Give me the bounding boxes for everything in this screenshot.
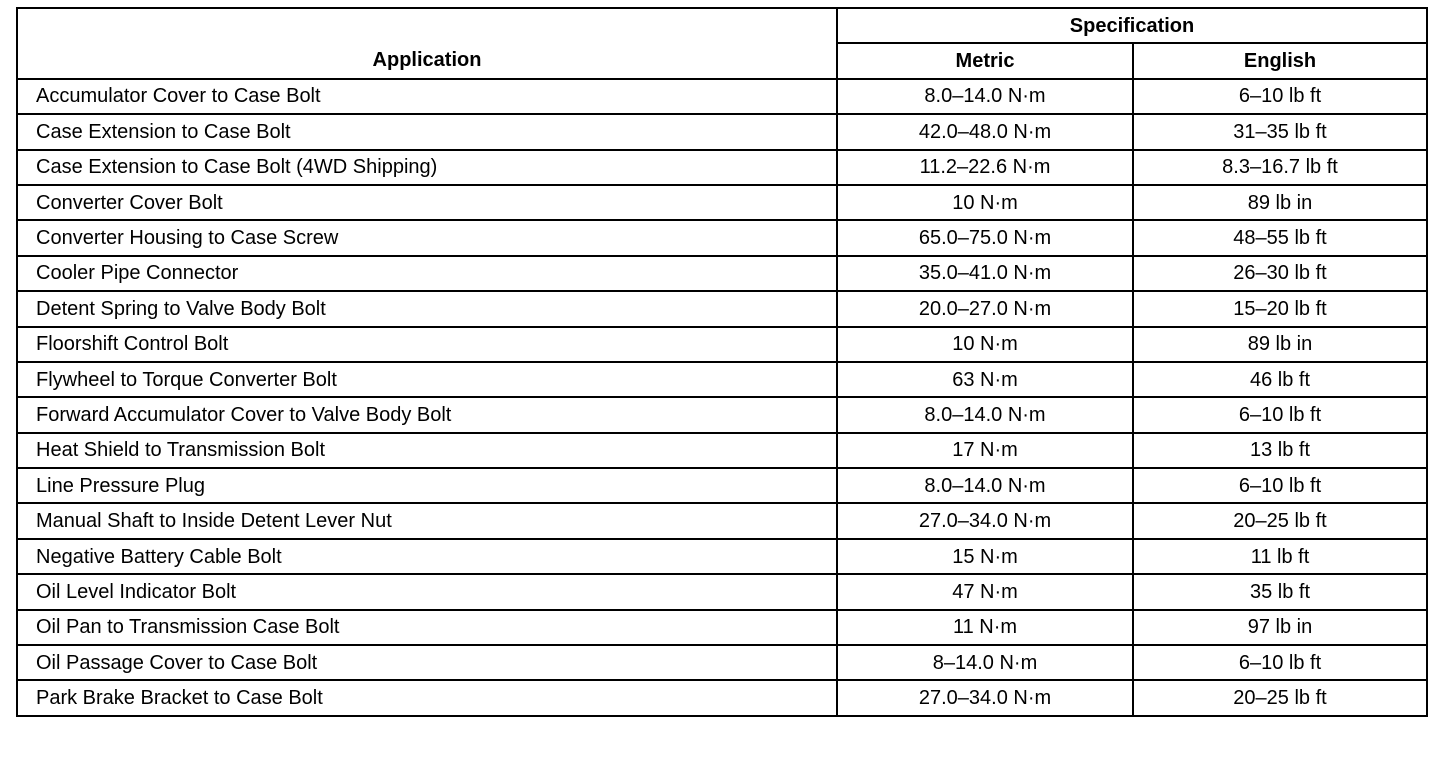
table-row [17,503,1427,538]
metric-cell: 65.0–75.0 N·m [837,220,1133,255]
table-row [17,362,1427,397]
application-column-header: Application [17,8,837,79]
metric-cell: 63 N·m [837,362,1133,397]
application-cell: Line Pressure Plug [17,468,837,503]
metric-cell: 10 N·m [837,185,1133,220]
header-row-top [17,8,1427,43]
metric-cell: 11 N·m [837,610,1133,645]
table-body [17,79,1427,716]
table-header [17,8,1427,79]
torque-spec-table [16,7,1428,717]
metric-cell: 10 N·m [837,327,1133,362]
english-cell: 20–25 lb ft [1133,680,1427,715]
metric-cell: 42.0–48.0 N·m [837,114,1133,149]
table-row [17,220,1427,255]
application-cell: Oil Pan to Transmission Case Bolt [17,610,837,645]
table-row [17,114,1427,149]
english-cell: 31–35 lb ft [1133,114,1427,149]
application-cell: Oil Passage Cover to Case Bolt [17,645,837,680]
application-cell: Heat Shield to Transmission Bolt [17,433,837,468]
metric-cell: 35.0–41.0 N·m [837,256,1133,291]
table-row [17,610,1427,645]
application-cell: Accumulator Cover to Case Bolt [17,79,837,114]
table-row [17,645,1427,680]
table-row [17,185,1427,220]
english-cell: 6–10 lb ft [1133,397,1427,432]
table-row [17,327,1427,362]
metric-column-header: Metric [837,43,1133,78]
table-row [17,256,1427,291]
application-cell: Case Extension to Case Bolt (4WD Shipping) [17,150,837,185]
english-cell: 15–20 lb ft [1133,291,1427,326]
application-cell: Floorshift Control Bolt [17,327,837,362]
specification-column-header: Specification [837,8,1427,43]
application-cell: Converter Cover Bolt [17,185,837,220]
english-cell: 6–10 lb ft [1133,79,1427,114]
application-cell: Negative Battery Cable Bolt [17,539,837,574]
application-cell: Detent Spring to Valve Body Bolt [17,291,837,326]
metric-cell: 8–14.0 N·m [837,645,1133,680]
metric-cell: 47 N·m [837,574,1133,609]
application-cell: Forward Accumulator Cover to Valve Body Bolt [17,397,837,432]
table-row [17,79,1427,114]
application-cell: Flywheel to Torque Converter Bolt [17,362,837,397]
metric-cell: 11.2–22.6 N·m [837,150,1133,185]
metric-cell: 20.0–27.0 N·m [837,291,1133,326]
application-cell: Cooler Pipe Connector [17,256,837,291]
english-column-header: English [1133,43,1427,78]
application-cell: Case Extension to Case Bolt [17,114,837,149]
metric-cell: 8.0–14.0 N·m [837,79,1133,114]
table-row [17,433,1427,468]
application-cell: Park Brake Bracket to Case Bolt [17,680,837,715]
english-cell: 97 lb in [1133,610,1427,645]
metric-cell: 8.0–14.0 N·m [837,397,1133,432]
table-row [17,539,1427,574]
application-cell: Oil Level Indicator Bolt [17,574,837,609]
english-cell: 46 lb ft [1133,362,1427,397]
english-cell: 6–10 lb ft [1133,468,1427,503]
metric-cell: 15 N·m [837,539,1133,574]
english-cell: 89 lb in [1133,185,1427,220]
table-row [17,680,1427,715]
english-cell: 20–25 lb ft [1133,503,1427,538]
english-cell: 26–30 lb ft [1133,256,1427,291]
english-cell: 8.3–16.7 lb ft [1133,150,1427,185]
table-row [17,150,1427,185]
application-cell: Manual Shaft to Inside Detent Lever Nut [17,503,837,538]
english-cell: 11 lb ft [1133,539,1427,574]
english-cell: 48–55 lb ft [1133,220,1427,255]
english-cell: 13 lb ft [1133,433,1427,468]
metric-cell: 17 N·m [837,433,1133,468]
english-cell: 6–10 lb ft [1133,645,1427,680]
english-cell: 35 lb ft [1133,574,1427,609]
table-row [17,574,1427,609]
table-row [17,397,1427,432]
metric-cell: 27.0–34.0 N·m [837,503,1133,538]
table-row [17,468,1427,503]
application-cell: Converter Housing to Case Screw [17,220,837,255]
metric-cell: 27.0–34.0 N·m [837,680,1133,715]
english-cell: 89 lb in [1133,327,1427,362]
metric-cell: 8.0–14.0 N·m [837,468,1133,503]
table-row [17,291,1427,326]
